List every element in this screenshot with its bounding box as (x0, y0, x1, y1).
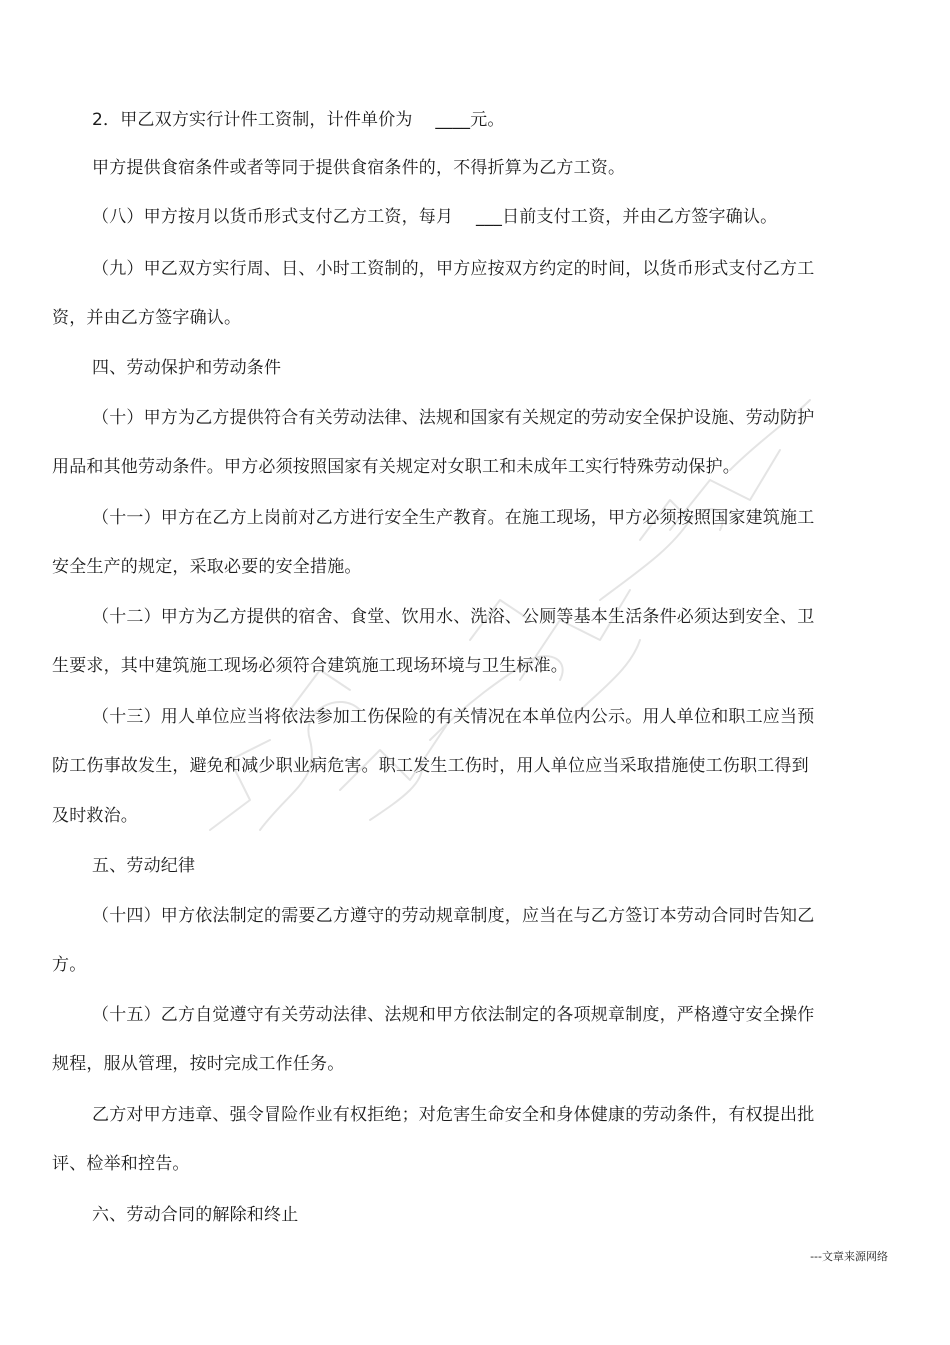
source-footer: ---文章来源网络 (810, 1250, 888, 1263)
paragraph-line: （十三）用人单位应当将依法参加工伤保险的有关情况在本单位内公示。用人单位和职工应当预 (92, 707, 815, 727)
paragraph-line: 及时救治。 (52, 806, 138, 826)
paragraph-line: （九）甲乙双方实行周、日、小时工资制的，甲方应按双方约定的时间，以货币形式支付乙方工 (92, 259, 815, 279)
paragraph-line: 安全生产的规定，采取必要的安全措施。 (52, 557, 362, 577)
paragraph-line: 生要求，其中建筑施工现场必须符合建筑施工现场环境与卫生标准。 (52, 656, 568, 676)
paragraph-line: （八）甲方按月以货币形式支付乙方工资，每月 ___日前支付工资，并由乙方签字确认。 (92, 207, 778, 227)
paragraph-line: 评、检举和控告。 (52, 1154, 190, 1174)
paragraph-line: 2．甲乙双方实行计件工资制，计件单价为 ____元。 (92, 110, 505, 130)
section-heading: 五、劳动纪律 (92, 856, 196, 876)
paragraph-line: 用品和其他劳动条件。甲方必须按照国家有关规定对女职工和未成年工实行特殊劳动保护。 (52, 457, 740, 477)
paragraph-line: 规程，服从管理，按时完成工作任务。 (52, 1054, 345, 1074)
section-heading: 四、劳动保护和劳动条件 (92, 358, 282, 378)
paragraph-line: （十五）乙方自觉遵守有关劳动法律、法规和甲方依法制定的各项规章制度，严格遵守安全操作 (92, 1005, 815, 1025)
paragraph-line: 资，并由乙方签字确认。 (52, 308, 242, 328)
paragraph-line: （十）甲方为乙方提供符合有关劳动法律、法规和国家有关规定的劳动安全保护设施、劳动防护 (92, 408, 815, 428)
paragraph-line: 防工伤事故发生，避免和减少职业病危害。职工发生工伤时，用人单位应当采取措施使工伤职工得到 (52, 756, 809, 776)
paragraph-line: 方。 (52, 955, 87, 975)
paragraph-line: （十一）甲方在乙方上岗前对乙方进行安全生产教育。在施工现场，甲方必须按照国家建筑施工 (92, 508, 815, 528)
paragraph-line: 乙方对甲方违章、强令冒险作业有权拒绝；对危害生命安全和身体健康的劳动条件，有权提出批 (92, 1105, 815, 1125)
section-heading: 六、劳动合同的解除和终止 (92, 1205, 299, 1225)
paragraph-line: 甲方提供食宿条件或者等同于提供食宿条件的，不得折算为乙方工资。 (92, 158, 626, 178)
paragraph-line: （十二）甲方为乙方提供的宿舍、食堂、饮用水、洗浴、公厕等基本生活条件必须达到安全、卫 (92, 607, 815, 627)
paragraph-line: （十四）甲方依法制定的需要乙方遵守的劳动规章制度，应当在与乙方签订本劳动合同时告知乙 (92, 906, 815, 926)
